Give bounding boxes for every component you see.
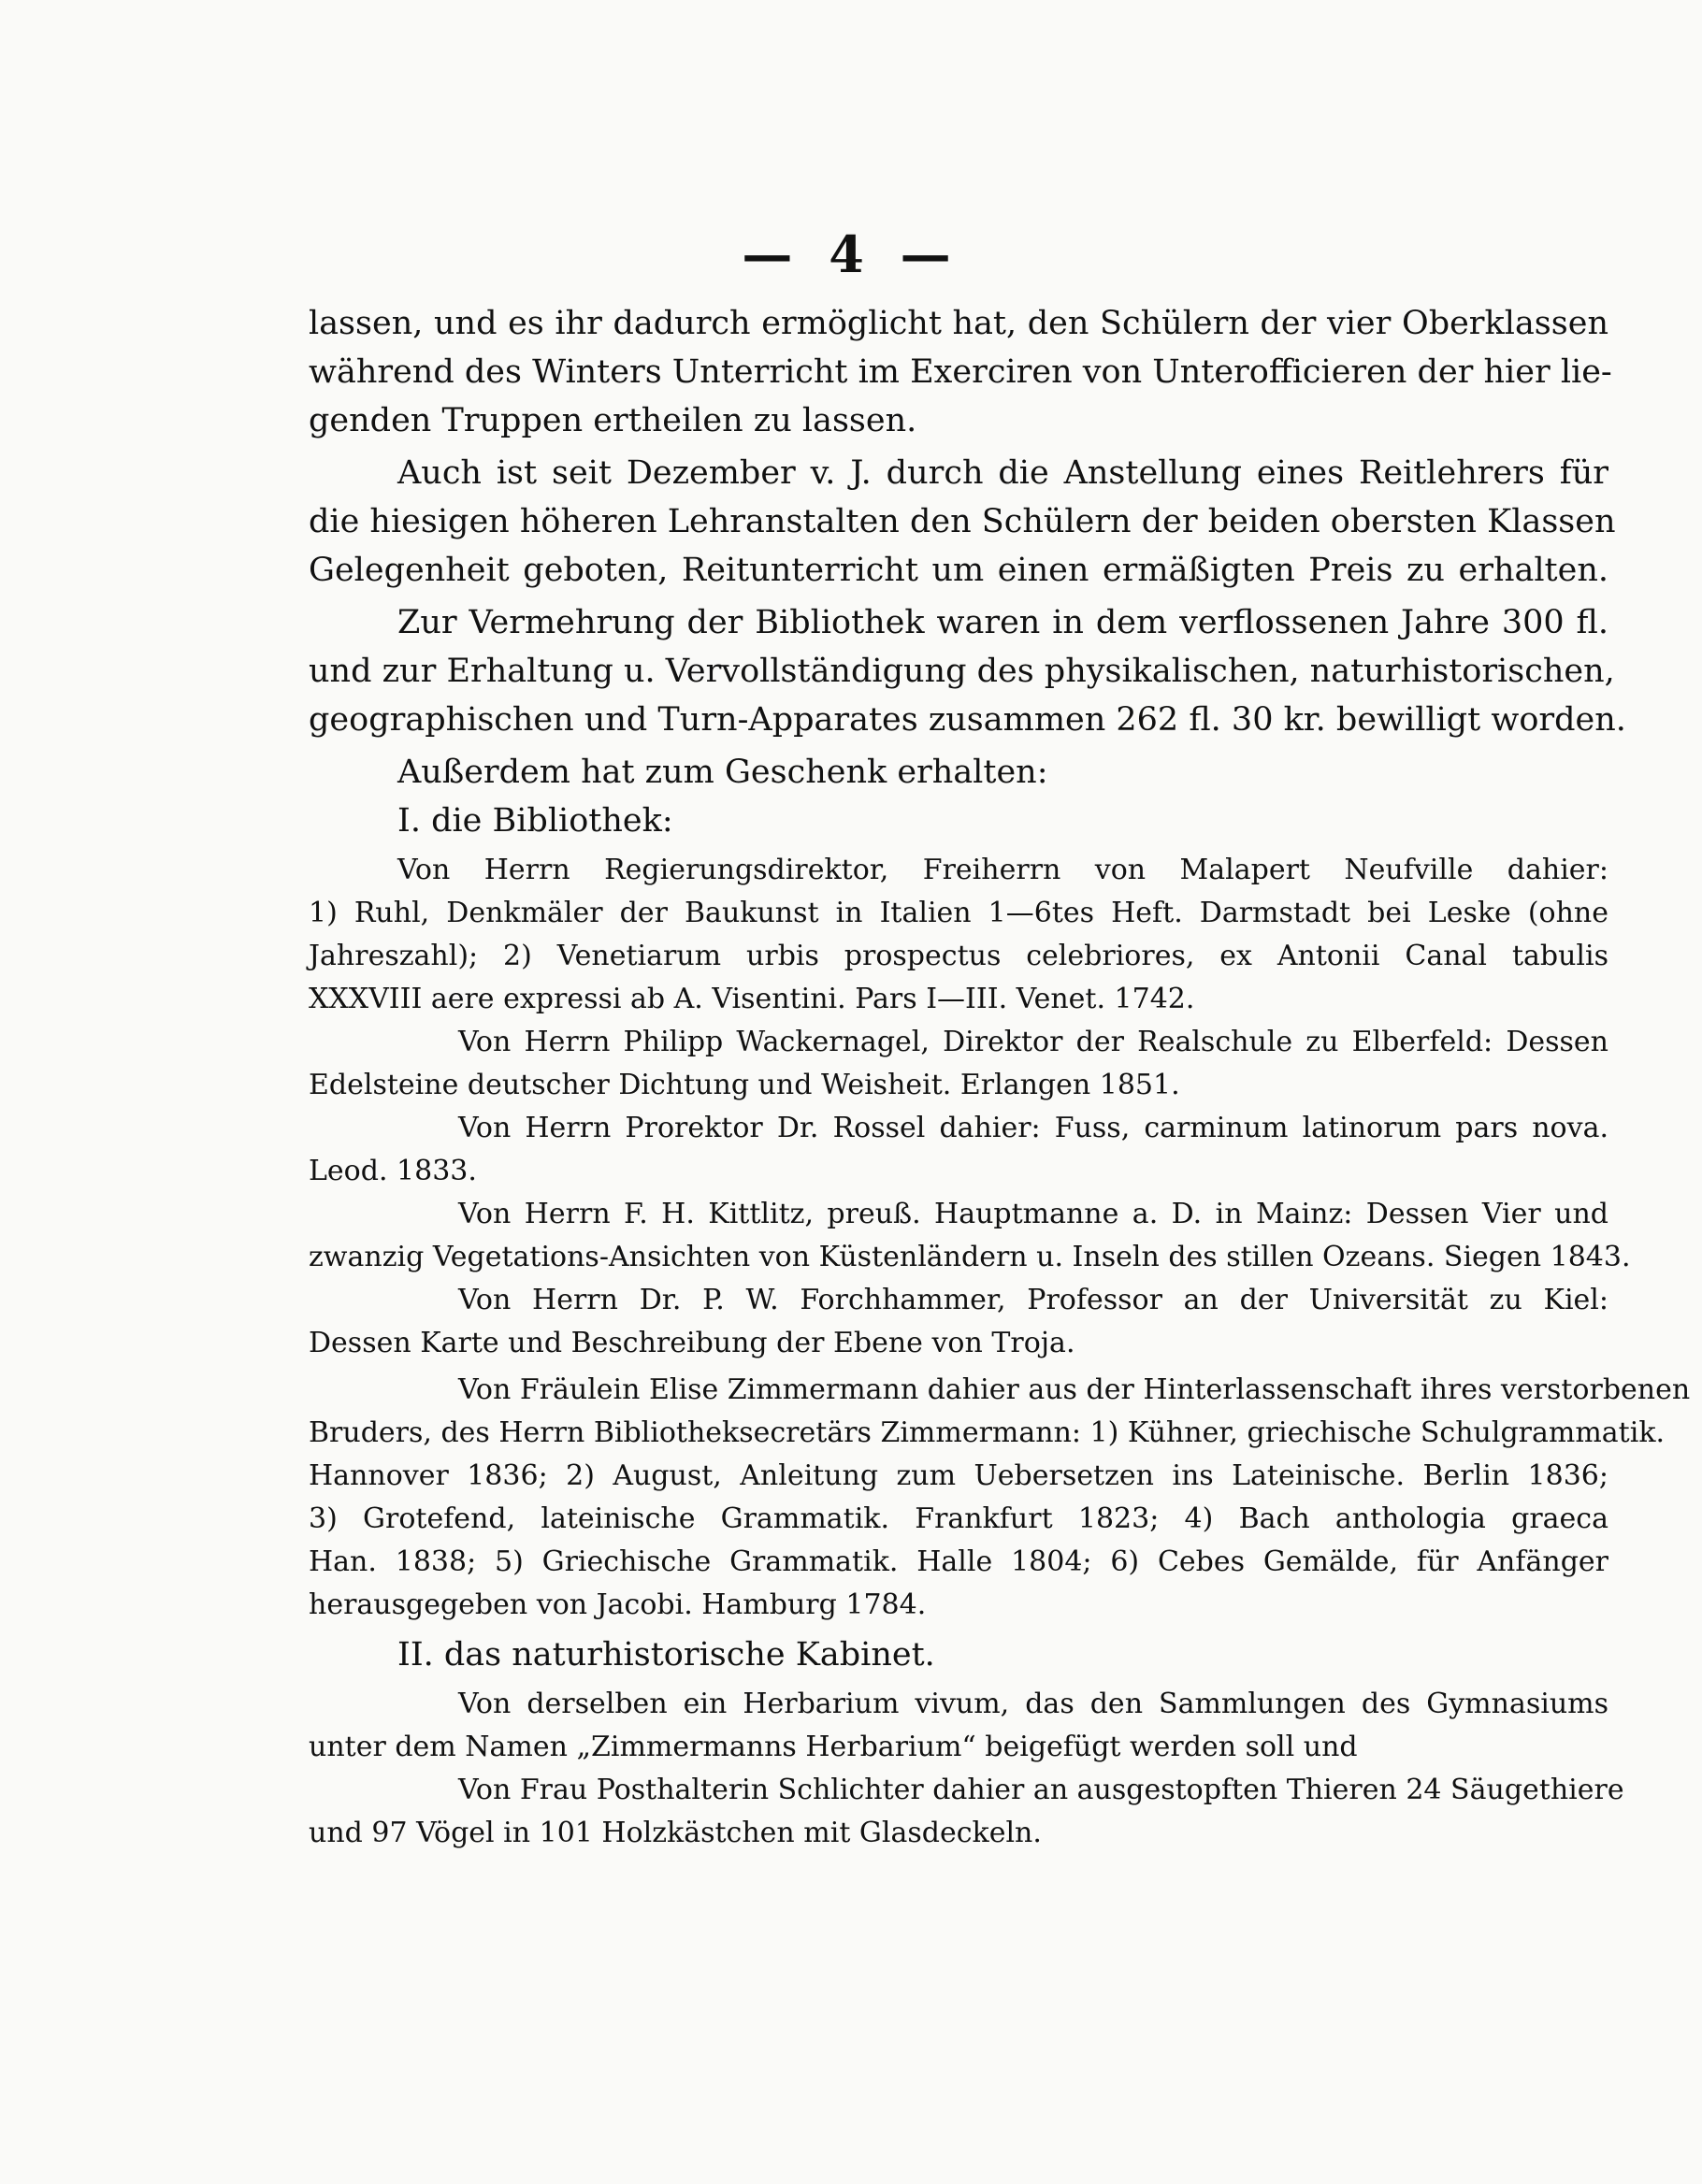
text-line: zwanzig Vegetations-Ansichten von Küstenländern u. Inseln des stillen Ozeans. Siegen 1843.: [309, 1241, 1631, 1273]
text-line: Gelegenheit geboten, Reitunterricht um einen ermäßigten Preis zu erhalten.: [309, 552, 1608, 589]
text-line: Von derselben ein Herbarium vivum, das den Sammlungen des Gymnasiums: [458, 1688, 1608, 1720]
page-number: — 4 —: [742, 224, 960, 284]
text-line: und zur Erhaltung u. Vervollständigung des physikalischen, naturhistorischen,: [309, 653, 1615, 690]
text-line: Leod. 1833.: [309, 1155, 477, 1187]
text-line: Von Herrn Regierungsdirektor, Freiherrn von Malapert Neufville dahier:: [397, 854, 1608, 886]
section-intro: Außerdem hat zum Geschenk erhalten:: [397, 754, 1048, 791]
text-line: Han. 1838; 5) Griechische Grammatik. Halle 1804; 6) Cebes Gemälde, für Anfänger: [309, 1545, 1608, 1578]
text-line: genden Truppen ertheilen zu lassen.: [309, 402, 917, 439]
text-line: Von Fräulein Elise Zimmermann dahier aus der Hinterlassenschaft ihres verstorbenen: [458, 1373, 1691, 1406]
text-line: Zur Vermehrung der Bibliothek waren in dem verflossenen Jahre 300 fl.: [397, 604, 1608, 641]
text-line: Von Herrn Dr. P. W. Forchhammer, Professor an der Universität zu Kiel:: [458, 1284, 1608, 1316]
text-line: Dessen Karte und Beschreibung der Ebene von Troja.: [309, 1327, 1075, 1359]
text-line: Jahreszahl); 2) Venetiarum urbis prospectus celebriores, ex Antonii Canal tabulis: [309, 940, 1608, 972]
text-line: während des Winters Unterricht im Exerciren von Unterofficieren der hier lie-: [309, 353, 1612, 391]
text-line: XXXVIII aere expressi ab A. Visentini. Pars I—III. Venet. 1742.: [309, 983, 1195, 1015]
text-line: Von Herrn Philipp Wackernagel, Direktor der Realschule zu Elberfeld: Dessen: [458, 1026, 1608, 1058]
text-line: geographischen und Turn-Apparates zusammen 262 fl. 30 kr. bewilligt worden.: [309, 701, 1626, 739]
text-line: die hiesigen höheren Lehranstalten den Schülern der beiden obersten Klassen: [309, 503, 1616, 540]
body-text: [309, 299, 1691, 1855]
text-line: Von Frau Posthalterin Schlichter dahier an ausgestopften Thieren 24 Säugethiere: [458, 1774, 1624, 1806]
section-heading: I. die Bibliothek:: [397, 802, 673, 840]
text-line: 1) Ruhl, Denkmäler der Baukunst in Italien 1—6tes Heft. Darmstadt bei Leske (ohne: [309, 897, 1608, 929]
text-line: lassen, und es ihr dadurch ermöglicht hat, den Schülern der vier Oberklassen: [309, 305, 1608, 342]
text-line: Von Herrn Prorektor Dr. Rossel dahier: Fuss, carminum latinorum pars nova.: [458, 1112, 1608, 1144]
text-line: Bruders, des Herrn Bibliotheksecretärs Zimmermann: 1) Kühner, griechische Schulgrammatik.: [309, 1416, 1666, 1449]
text-line: herausgegeben von Jacobi. Hamburg 1784.: [309, 1588, 927, 1621]
text-line: Auch ist seit Dezember v. J. durch die Anstellung eines Reitlehrers für: [397, 454, 1608, 492]
text-line: Von Herrn F. H. Kittlitz, preuß. Hauptmanne a. D. in Mainz: Dessen Vier und: [458, 1198, 1608, 1230]
text-line: und 97 Vögel in 101 Holzkästchen mit Glasdeckeln.: [309, 1817, 1042, 1849]
text-line: unter dem Namen „Zimmermanns Herbarium“ beigefügt werden soll und: [309, 1731, 1358, 1763]
text-line: 3) Grotefend, lateinische Grammatik. Frankfurt 1823; 4) Bach anthologia graeca: [309, 1502, 1608, 1535]
text-line: Edelsteine deutscher Dichtung und Weisheit. Erlangen 1851.: [309, 1069, 1180, 1101]
section-heading: II. das naturhistorische Kabinet.: [397, 1636, 935, 1674]
text-line: Hannover 1836; 2) August, Anleitung zum Uebersetzen ins Lateinische. Berlin 1836;: [309, 1459, 1608, 1492]
